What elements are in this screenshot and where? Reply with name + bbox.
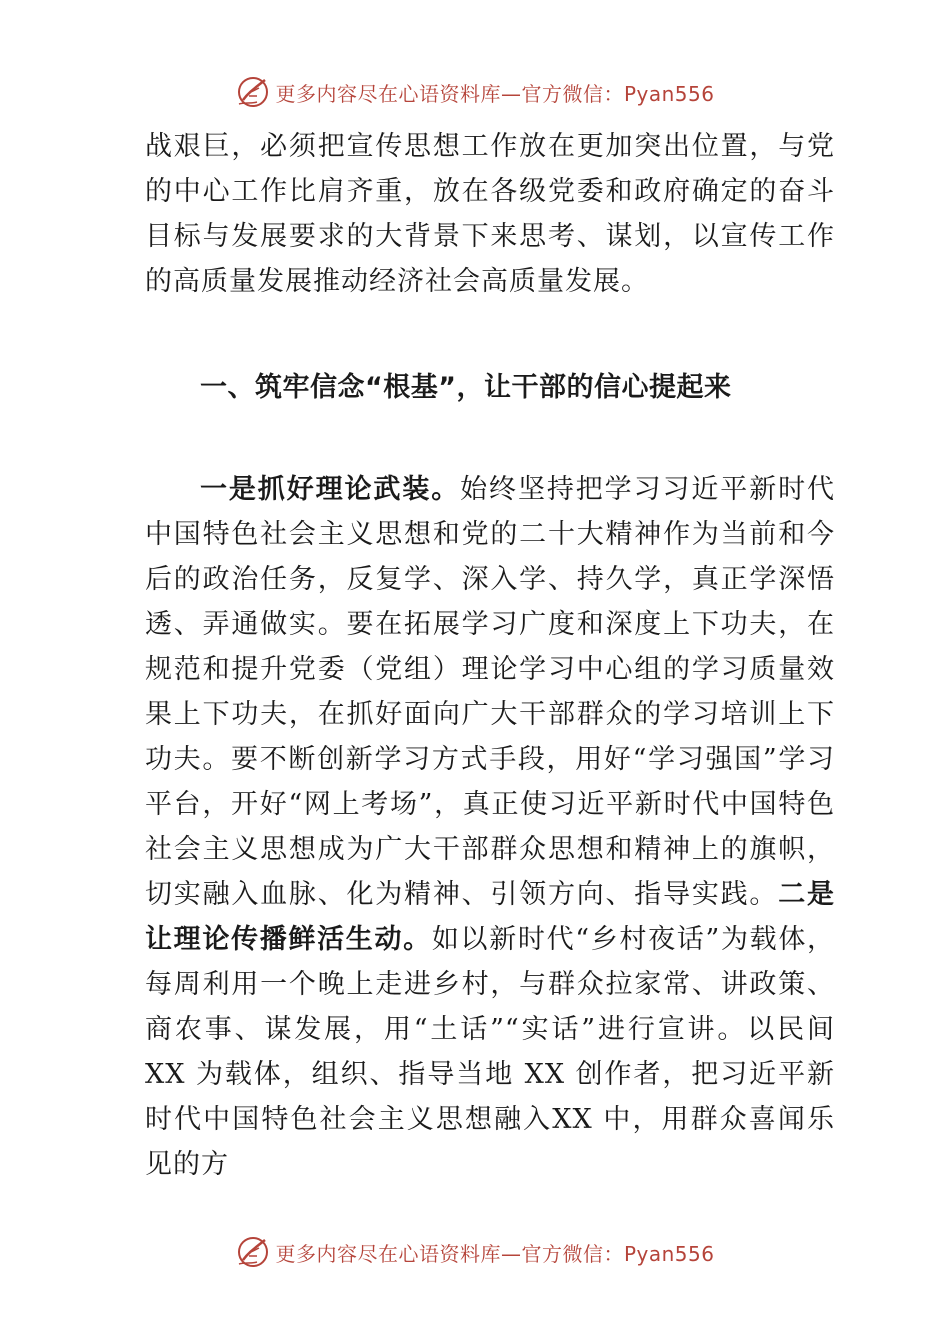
point-two-lead: 二是 让理论传播鲜活生动。 (145, 879, 836, 955)
point-one-lead: 一是抓好理论武装。 (200, 474, 461, 505)
watermark-text: 更多内容尽在心语资料库—官方微信：Pyan556 (275, 1241, 715, 1266)
footer-watermark (0, 1232, 950, 1272)
watermark-text: 更多内容尽在心语资料库—官方微信：Pyan556 (275, 81, 715, 106)
point-two-text: 如以新时代“乡村夜话”为载体， 每周利用一个晚上走进乡村，与群众拉家常、讲政策、商农事、谋发展，用“土话”“实话”进行宣讲。以民间 XX 为载体，组织、指导当地 XX 创作者，把习近平新时代中国特色社会主义思想融入XX 中，用群众喜闻乐见的方 (145, 924, 836, 1180)
point-one-text: 始终坚持把学习习近平新时代中国特色社会主义思想和党的二十大精神作为当前和今后的政治任务，反复学、深入学、持久学，真正学深悟透、弄通做实。要在拓展学习广度和深度上下功夫，在规范和提升党委（党组）理论学习中心组的学习质量效果上下功夫，在抓好面向广大干部群众的学习培训上下功夫。要不断创新学习方式手段，用好“学习强国”学习平台，开好“网上考场”，真正使习近平新时代中国特色社会主义思想成为广大干部群众思想和精神上的旗帜， 切实融入血脉、化为精神、引领方向、指导实践。 (145, 474, 836, 910)
document-body (145, 124, 835, 1187)
header-watermark (0, 72, 950, 112)
watermark-logo-icon (235, 74, 271, 110)
intro-paragraph: 战艰巨，必须把宣传思想工作放在更加突出位置，与党的中心工作比肩齐重，放在各级党委和政府确定的奋斗目标与发展要求的大背景下来思考、谋划，以宣传工作的高质量发展推动经济社会高质量发展。 (145, 131, 835, 297)
watermark-logo-icon (235, 1234, 271, 1270)
body-paragraph (145, 467, 835, 1187)
section-heading: 一、筑牢信念“根基”，让干部的信心提起来 (200, 372, 732, 403)
